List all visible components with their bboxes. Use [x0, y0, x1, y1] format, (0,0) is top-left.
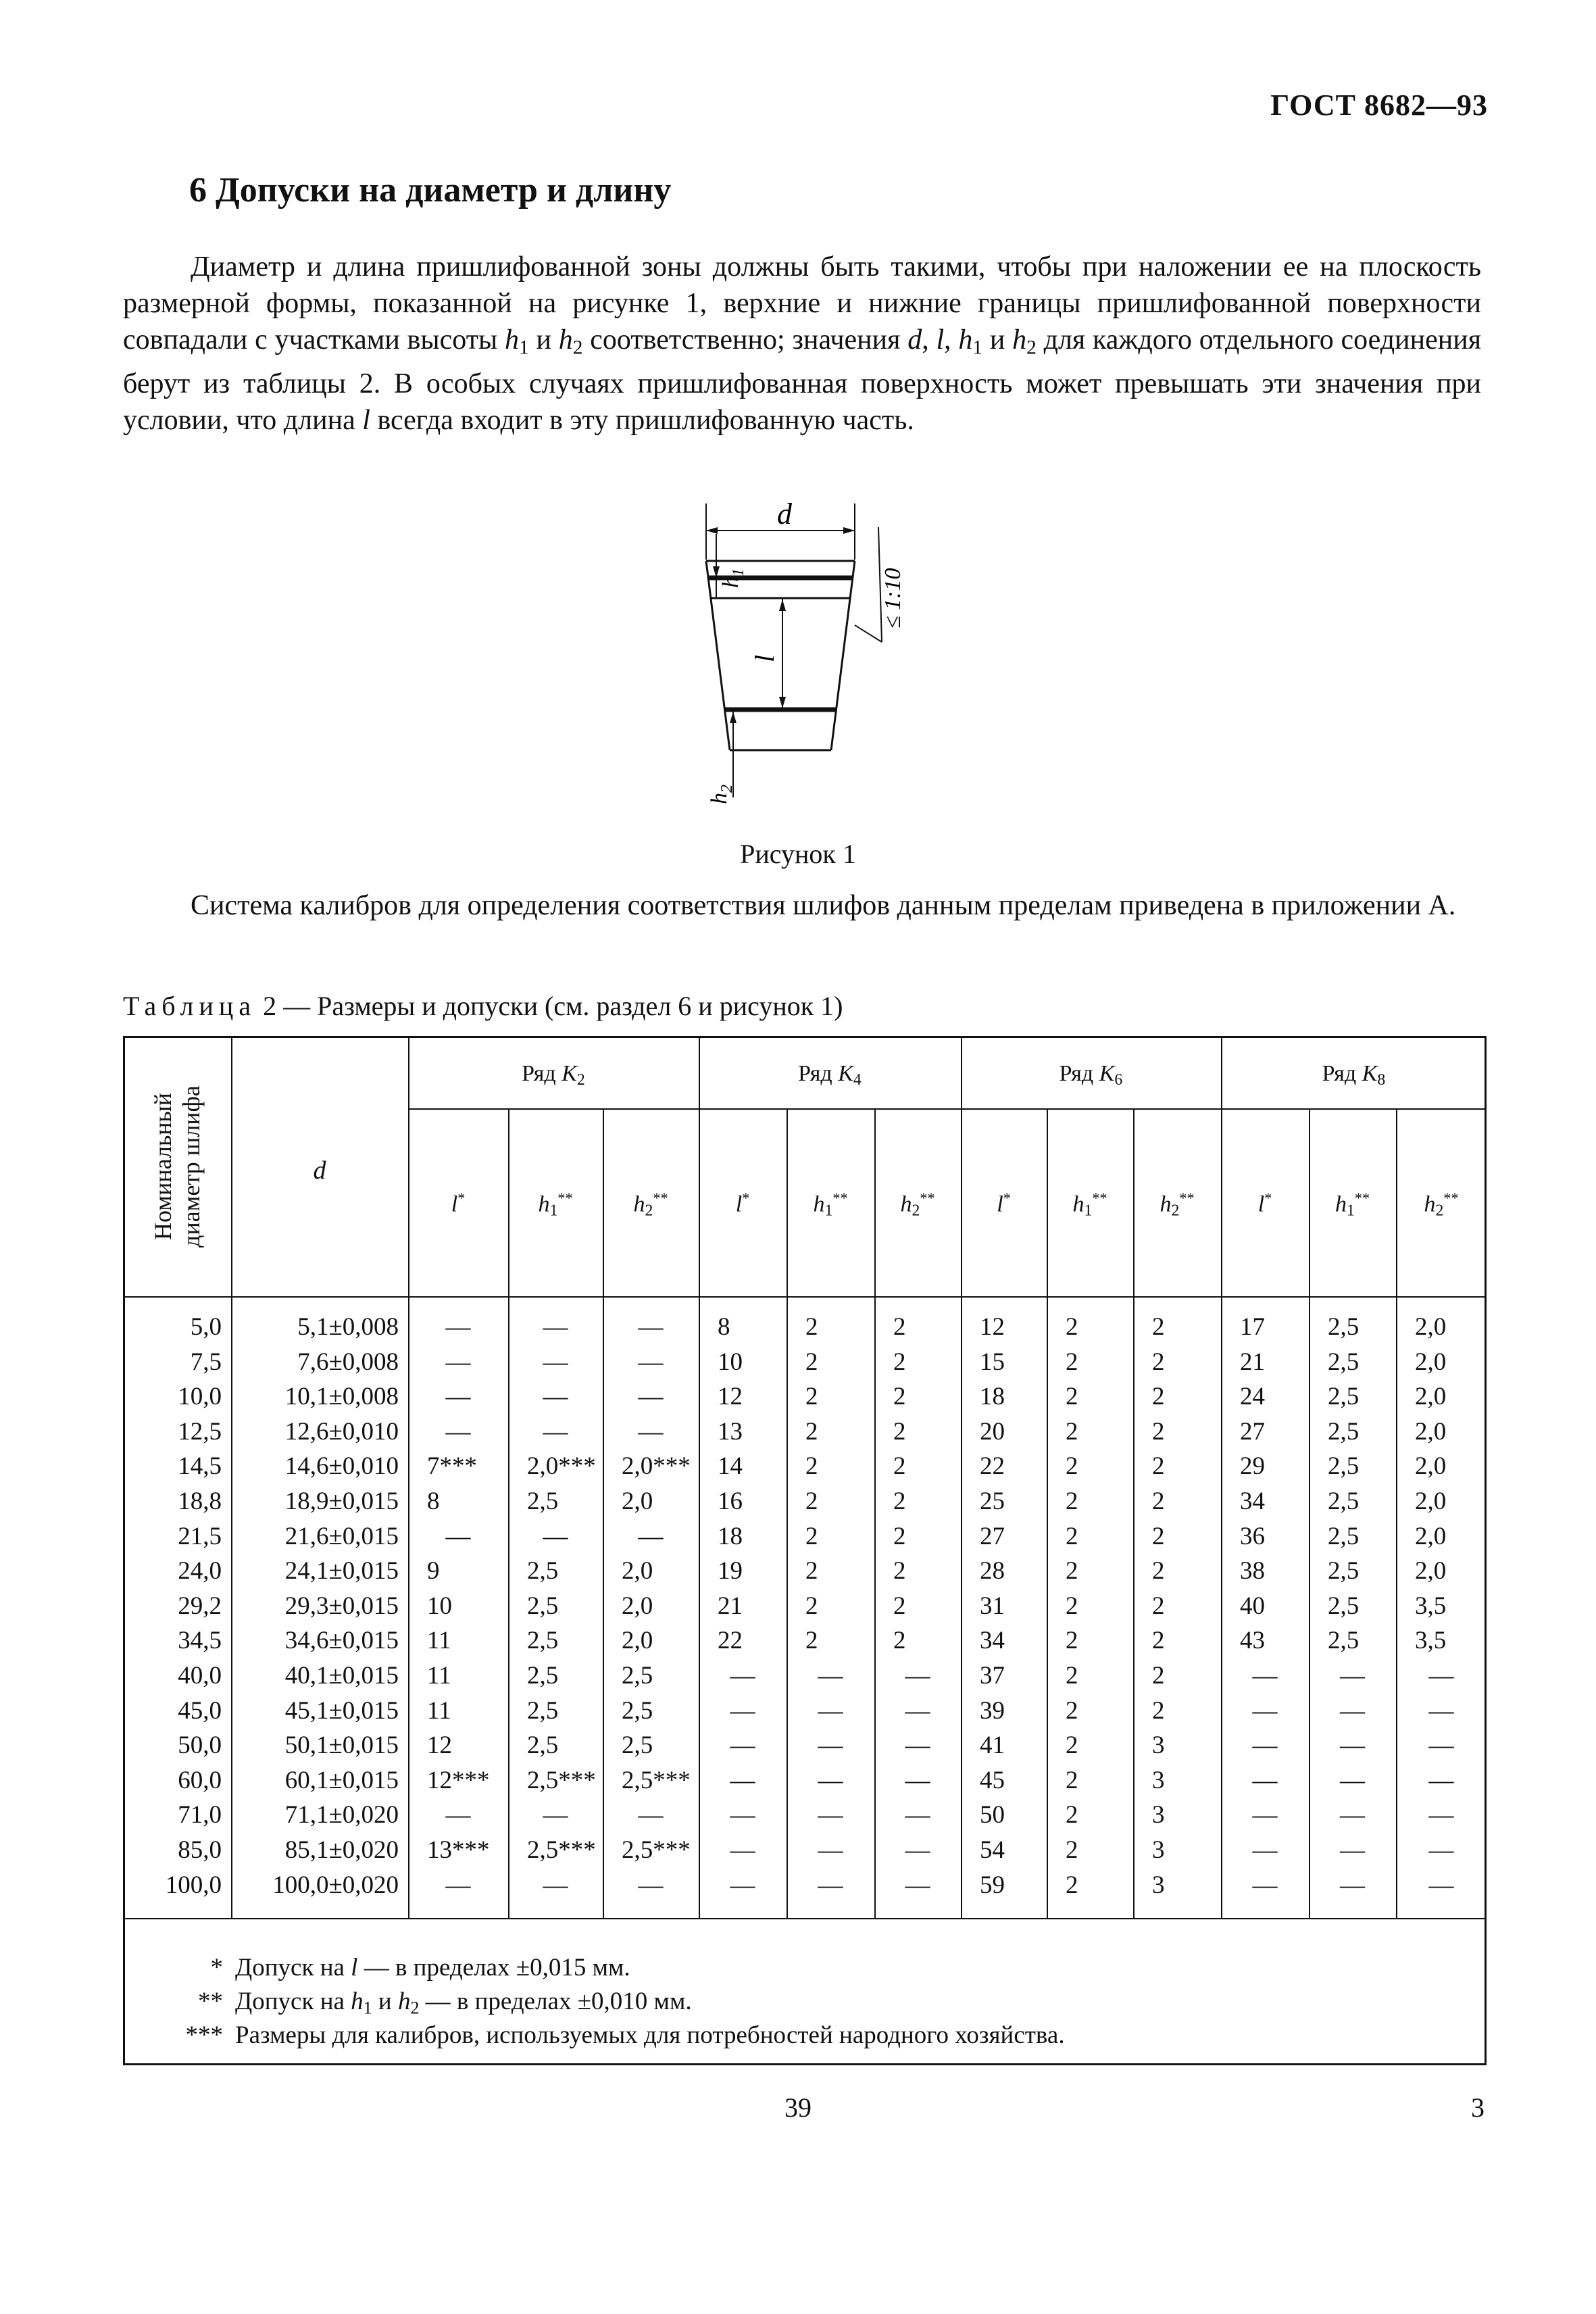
table-cell: 19 — [718, 1557, 743, 1585]
figure-label-taper: ≤ 1:10 — [880, 568, 905, 629]
table-cell: — — [730, 1801, 755, 1829]
table-cell: — — [730, 1836, 755, 1864]
table-cell: 41 — [980, 1731, 1005, 1760]
table-cell: 12 — [427, 1731, 452, 1760]
table-cell: — — [905, 1836, 930, 1864]
table-cell: 2 — [1066, 1836, 1078, 1864]
table-cell: 3 — [1152, 1836, 1165, 1864]
table-cell: 2,5*** — [527, 1766, 596, 1794]
table-cell: 11 — [427, 1662, 451, 1690]
sub-header-3-2: $h_1^{**}$ — [1072, 1189, 1107, 1220]
table-cell: 21,5 — [178, 1522, 222, 1550]
table-cell: 2 — [1066, 1696, 1078, 1725]
table-cell: 13 — [718, 1417, 743, 1446]
table-cell: 2 — [893, 1627, 906, 1655]
table-cell: 2,5 — [1328, 1383, 1360, 1411]
table-cell: 2 — [893, 1592, 906, 1620]
table-cell: 2 — [1152, 1313, 1165, 1341]
table-cell: 37 — [980, 1662, 1005, 1690]
paragraph-1: Диаметр и длина пришлифованной зоны должны быть такими, чтобы при наложении ее на плоскость размерной формы, показанной на рисунке 1, верхние и нижние границы пришлифованной поверхности совпадали с участками высоты $h_1$ и $h_2$ соответственно; значения d, l, $h_1$ и $h_2$ для каждого отдельного соединения берут из таблицы 2. В особых случаях пришлифованная поверхность может превышать эти значения при условии, что длина l всегда входит в эту пришлифованную часть. — [123, 251, 1482, 437]
table-cell: 71,0 — [178, 1801, 222, 1829]
table-row — [123, 1623, 1487, 1658]
group-header-3: Ряд $K_6$ — [1059, 1061, 1123, 1089]
table-cell: — — [445, 1383, 471, 1411]
sub-header-4-2: $h_1^{**}$ — [1335, 1189, 1370, 1220]
footnote-text: Допуск на l — в пределах ±0,015 мм. — [235, 1954, 630, 1981]
sub-header-3-1: l* — [997, 1189, 1011, 1217]
table-cell: 2 — [1066, 1383, 1078, 1411]
table-cell: — — [1340, 1871, 1365, 1899]
table-cell: 2,5 — [527, 1487, 559, 1515]
table-cell: — — [638, 1522, 664, 1550]
table-cell: 100,0 — [165, 1871, 222, 1899]
sub-header-1-1: l* — [451, 1189, 466, 1217]
table-cell: — — [638, 1417, 664, 1446]
table-cell: 2 — [805, 1627, 818, 1655]
table-cell: 28 — [980, 1557, 1005, 1585]
table-cell: — — [905, 1731, 930, 1760]
table-cell: 2,5*** — [622, 1836, 691, 1864]
footnote-text: Размеры для калибров, используемых для потребностей народного хозяйства. — [235, 2021, 1065, 2049]
table-cell: 54 — [980, 1836, 1005, 1864]
figure-label-h1: $h_1$ — [718, 568, 747, 588]
figure-1-drawing — [676, 493, 959, 811]
table-cell: — — [1428, 1801, 1454, 1829]
table-cell: 8 — [427, 1487, 440, 1515]
table-cell: — — [1340, 1766, 1365, 1794]
table-cell: 3,5 — [1415, 1627, 1447, 1655]
table-cell: 38 — [1240, 1557, 1265, 1585]
table-cell: — — [730, 1696, 755, 1725]
table-cell: 2 — [1152, 1417, 1165, 1446]
table-cell: 29,2 — [178, 1592, 222, 1620]
table-cell: 7,6±0,008 — [297, 1348, 399, 1376]
table-cell: 2 — [1152, 1627, 1165, 1655]
table-cell: 2,0 — [1415, 1417, 1447, 1446]
footnote-mark: ** — [198, 1988, 223, 2015]
table-cell: — — [730, 1871, 755, 1899]
table-cell: 2 — [805, 1522, 818, 1550]
table-cell: 2 — [805, 1383, 818, 1411]
table-cell: — — [1340, 1836, 1365, 1864]
table-cell: 2,5 — [1328, 1522, 1360, 1550]
table-cell: 2,5*** — [622, 1766, 691, 1794]
table-cell: — — [818, 1766, 843, 1794]
table-cell: 2 — [1152, 1487, 1165, 1515]
table-cell: 2,5*** — [527, 1836, 596, 1864]
table-cell: 34,5 — [178, 1627, 222, 1655]
document-header: ГОСТ 8682—93 — [1270, 89, 1488, 122]
table-cell: 3 — [1152, 1766, 1165, 1794]
table-cell: 2 — [1066, 1801, 1078, 1829]
table-cell: — — [638, 1801, 664, 1829]
table-cell: 3 — [1152, 1871, 1165, 1899]
table-cell: 2,0 — [622, 1592, 653, 1620]
table-cell: 2 — [1066, 1452, 1078, 1481]
sub-header-2-1: l* — [735, 1189, 750, 1217]
table-cell: — — [818, 1696, 843, 1725]
table-cell: 60,1±0,015 — [284, 1766, 399, 1794]
table-cell: — — [818, 1801, 843, 1829]
table-cell: 2,5 — [527, 1696, 559, 1725]
table-cell: 2,0 — [1415, 1348, 1447, 1376]
table-cell: 10 — [427, 1592, 452, 1620]
table-cell: 34 — [980, 1627, 1005, 1655]
table-cell: 2,5 — [527, 1662, 559, 1690]
table-cell: 13*** — [427, 1836, 490, 1864]
figure-label-h2: $h_2$ — [707, 785, 736, 804]
table-cell: 2,5 — [1328, 1627, 1360, 1655]
table-cell: 2 — [1152, 1696, 1165, 1725]
page-number-center: 39 — [784, 2092, 812, 2123]
group-header-4: Ряд $K_8$ — [1322, 1061, 1386, 1089]
table-cell: 12,5 — [178, 1417, 222, 1446]
table-cell: 14 — [718, 1452, 743, 1481]
table-cell: 2,0 — [1415, 1487, 1447, 1515]
table-cell: — — [638, 1383, 664, 1411]
table-cell: — — [543, 1383, 568, 1411]
table-cell: — — [1428, 1766, 1454, 1794]
paragraph-2: Система калибров для определения соответствия шлифов данным пределам приведена в приложении А. — [191, 890, 1456, 921]
table-cell: — — [1428, 1871, 1454, 1899]
table-cell: 50,1±0,015 — [284, 1731, 399, 1760]
table-cell: 2,5 — [1328, 1557, 1360, 1585]
table-cell: 5,1±0,008 — [297, 1313, 399, 1341]
table-row — [123, 1694, 1487, 1728]
table-cell: 12,6±0,010 — [284, 1417, 399, 1446]
table-cell: 2 — [893, 1557, 906, 1585]
table-cell: 11 — [427, 1696, 451, 1725]
table-cell: 39 — [980, 1696, 1005, 1725]
table-cell: — — [1252, 1836, 1278, 1864]
table-row — [123, 1554, 1487, 1588]
table-caption-text: 2 — Размеры и допуски (см. раздел 6 и рисунок 1) — [263, 991, 843, 1021]
table-cell: 27 — [1240, 1417, 1265, 1446]
table-cell: 7*** — [427, 1452, 477, 1481]
table-cell: 2,5 — [1328, 1417, 1360, 1446]
table-cell: 17 — [1240, 1313, 1265, 1341]
header-nominal-diameter — [123, 1036, 231, 1296]
table-cell: 2 — [893, 1452, 906, 1481]
table-cell: 2 — [893, 1487, 906, 1515]
table-hline — [123, 1918, 1487, 1919]
table-cell: — — [1252, 1662, 1278, 1690]
table-cell: 2 — [1152, 1662, 1165, 1690]
table-cell: — — [818, 1871, 843, 1899]
table-cell: — — [543, 1871, 568, 1899]
table-row — [123, 1484, 1487, 1519]
table-cell: 2 — [893, 1348, 906, 1376]
table-cell: — — [730, 1766, 755, 1794]
table-cell: 7,5 — [190, 1348, 222, 1376]
table-cell: 2,0 — [1415, 1383, 1447, 1411]
table-cell: 2 — [1066, 1522, 1078, 1550]
table-cell: 2 — [805, 1487, 818, 1515]
table-cell: — — [445, 1348, 471, 1376]
table-cell: 2 — [893, 1417, 906, 1446]
table-row — [123, 1519, 1487, 1554]
table-cell: 2,0 — [1415, 1313, 1447, 1341]
table-cell: — — [445, 1417, 471, 1446]
table-cell: 2,0 — [1415, 1522, 1447, 1550]
table-cell: 40,1±0,015 — [284, 1662, 399, 1690]
table-cell: — — [1340, 1731, 1365, 1760]
table-caption-label: Таблица — [123, 991, 257, 1021]
table-cell: 24,0 — [178, 1557, 222, 1585]
table-cell: 14,5 — [178, 1452, 222, 1481]
table-cell: 71,1±0,020 — [284, 1801, 399, 1829]
table-cell: 5,0 — [190, 1313, 222, 1341]
table-cell: 2,0 — [622, 1557, 653, 1585]
table-cell: 2 — [893, 1383, 906, 1411]
table-cell: 12 — [718, 1383, 743, 1411]
table-cell: — — [1252, 1766, 1278, 1794]
table-cell: — — [543, 1348, 568, 1376]
table-cell: 2,5 — [527, 1592, 559, 1620]
table-cell: 25 — [980, 1487, 1005, 1515]
table-cell: 34 — [1240, 1487, 1265, 1515]
table-cell: 14,6±0,010 — [284, 1452, 399, 1481]
table-cell: — — [1252, 1871, 1278, 1899]
table-cell: 45 — [980, 1766, 1005, 1794]
table-cell: 22 — [718, 1627, 743, 1655]
table-cell: — — [445, 1871, 471, 1899]
table-cell: 11 — [427, 1627, 451, 1655]
table-cell: 2 — [805, 1592, 818, 1620]
table-cell: 2 — [1152, 1348, 1165, 1376]
table-cell: 50 — [980, 1801, 1005, 1829]
table-cell: 2 — [1066, 1627, 1078, 1655]
table-cell: 2 — [1152, 1522, 1165, 1550]
table-cell: 2 — [1152, 1383, 1165, 1411]
table-cell: — — [730, 1662, 755, 1690]
table-cell: 2,5 — [622, 1731, 653, 1760]
table-cell: — — [818, 1731, 843, 1760]
table-cell: — — [730, 1731, 755, 1760]
table-row — [123, 1728, 1487, 1763]
table-cell: 3 — [1152, 1731, 1165, 1760]
table-cell: 59 — [980, 1871, 1005, 1899]
table-cell: 2 — [805, 1452, 818, 1481]
table-cell: 2 — [1066, 1557, 1078, 1585]
table-cell: 85,1±0,020 — [284, 1836, 399, 1864]
table-cell: 2 — [805, 1557, 818, 1585]
table-cell: 29,3±0,015 — [284, 1592, 399, 1620]
header-d: d — [313, 1156, 326, 1185]
table-cell: 9 — [427, 1557, 440, 1585]
table-row — [123, 1345, 1487, 1379]
footnote-mark: * — [210, 1954, 223, 1981]
table-cell: 3,5 — [1415, 1592, 1447, 1620]
table-cell: 3 — [1152, 1801, 1165, 1829]
table-cell: — — [1252, 1731, 1278, 1760]
table-hline — [123, 1296, 1487, 1298]
table-cell: 2,0 — [622, 1627, 653, 1655]
table-cell: 2 — [805, 1313, 818, 1341]
sub-header-2-3: $h_2^{**}$ — [900, 1189, 935, 1220]
group-header-1: Ряд $K_2$ — [522, 1061, 585, 1089]
sub-header-1-3: $h_2^{**}$ — [633, 1189, 668, 1220]
table-cell: 2 — [1152, 1557, 1165, 1585]
table-cell: 2,5 — [1328, 1348, 1360, 1376]
table-cell: 21 — [718, 1592, 743, 1620]
table-cell: — — [818, 1836, 843, 1864]
table-cell: 2 — [1066, 1313, 1078, 1341]
table-cell: 31 — [980, 1592, 1005, 1620]
table-cell: — — [1428, 1836, 1454, 1864]
table-cell: — — [1252, 1696, 1278, 1725]
table-cell: — — [1340, 1801, 1365, 1829]
table-cell: 40,0 — [178, 1662, 222, 1690]
table-cell: 10,1±0,008 — [284, 1383, 399, 1411]
group-header-2: Ряд $K_4$ — [798, 1061, 862, 1089]
table-cell: — — [543, 1522, 568, 1550]
table-cell: 2 — [1066, 1487, 1078, 1515]
table-cell: 2,0 — [1415, 1557, 1447, 1585]
table-cell: — — [1340, 1696, 1365, 1725]
table-hline — [408, 1108, 1487, 1110]
table-cell: 8 — [718, 1313, 730, 1341]
table-cell: 18 — [718, 1522, 743, 1550]
table-cell: 22 — [980, 1452, 1005, 1481]
page-number-right: 3 — [1471, 2092, 1485, 2123]
figure-caption: Рисунок 1 — [740, 839, 856, 869]
table-cell: 2 — [1066, 1417, 1078, 1446]
table-cell: — — [543, 1417, 568, 1446]
table-cell: 85,0 — [178, 1836, 222, 1864]
table-cell: — — [905, 1696, 930, 1725]
sub-header-2-2: $h_1^{**}$ — [813, 1189, 848, 1220]
table-cell: 2 — [1152, 1452, 1165, 1481]
table-cell: 45,1±0,015 — [284, 1696, 399, 1725]
table-cell: 2,0 — [1415, 1452, 1447, 1481]
section-title: 6 Допуски на диаметр и длину — [189, 171, 672, 210]
sub-header-4-1: l* — [1257, 1189, 1272, 1217]
table-cell: 2 — [1066, 1662, 1078, 1690]
table-cell: — — [1428, 1731, 1454, 1760]
table-cell: 2 — [893, 1313, 906, 1341]
table-cell: 2 — [1066, 1348, 1078, 1376]
table-cell: — — [445, 1313, 471, 1341]
table-cell: — — [1252, 1801, 1278, 1829]
table-cell: 21,6±0,015 — [284, 1522, 399, 1550]
table-cell: 2 — [805, 1417, 818, 1446]
table-cell: 21 — [1240, 1348, 1265, 1376]
table-cell: — — [1340, 1662, 1365, 1690]
table-cell: 60,0 — [178, 1766, 222, 1794]
table-cell: — — [543, 1801, 568, 1829]
table-cell: 2,5 — [1328, 1487, 1360, 1515]
table-cell: 2,0*** — [622, 1452, 691, 1481]
table-cell: 36 — [1240, 1522, 1265, 1550]
table-cell: — — [445, 1801, 471, 1829]
table-cell: 15 — [980, 1348, 1005, 1376]
footnote-mark: *** — [185, 2021, 223, 2049]
table-cell: 2,0 — [622, 1487, 653, 1515]
table-row — [123, 1833, 1487, 1867]
table-cell: — — [638, 1348, 664, 1376]
table-cell: 2 — [1066, 1731, 1078, 1760]
table-cell: 2,5 — [622, 1696, 653, 1725]
table-cell: 2,5 — [622, 1662, 653, 1690]
table-cell: 2,5 — [1328, 1313, 1360, 1341]
table-cell: 18,9±0,015 — [284, 1487, 399, 1515]
table-cell: 34,6±0,015 — [284, 1627, 399, 1655]
table-row — [123, 1310, 1487, 1344]
table-cell: 2,5 — [527, 1557, 559, 1585]
table-row — [123, 1589, 1487, 1623]
table-cell: 29 — [1240, 1452, 1265, 1481]
table-cell: — — [905, 1871, 930, 1899]
table-cell: 18,8 — [178, 1487, 222, 1515]
sub-header-3-3: $h_2^{**}$ — [1159, 1189, 1195, 1220]
figure-label-d: d — [777, 497, 792, 531]
sub-header-1-2: $h_1^{**}$ — [538, 1189, 573, 1220]
table-row — [123, 1658, 1487, 1693]
table-row — [123, 1798, 1487, 1832]
table-cell: — — [905, 1801, 930, 1829]
table-cell: 45,0 — [178, 1696, 222, 1725]
table-cell: 2,5 — [1328, 1592, 1360, 1620]
table-cell: 2 — [893, 1522, 906, 1550]
table-cell: 27 — [980, 1522, 1005, 1550]
table-cell: 10,0 — [178, 1383, 222, 1411]
table-cell: — — [905, 1766, 930, 1794]
table-row — [123, 1763, 1487, 1798]
table-cell: 100,0±0,020 — [272, 1871, 399, 1899]
table-cell: — — [905, 1662, 930, 1690]
table-cell: 2,5 — [1328, 1452, 1360, 1481]
table-cell: 50,0 — [178, 1731, 222, 1760]
table-cell: — — [543, 1313, 568, 1341]
table-cell: 2,5 — [527, 1731, 559, 1760]
table-cell: — — [638, 1313, 664, 1341]
figure-label-l: l — [749, 654, 780, 662]
table-cell: — — [1428, 1662, 1454, 1690]
table-cell: 10 — [718, 1348, 743, 1376]
header-nominal-diameter-text: Номинальный диаметр шлифа — [149, 1085, 205, 1248]
table-cell: — — [818, 1662, 843, 1690]
table-cell: 43 — [1240, 1627, 1265, 1655]
table-row — [123, 1449, 1487, 1483]
table-cell: — — [1428, 1696, 1454, 1725]
footnote-text: Допуск на $h_1$ и $h_2$ — в пределах ±0,010 мм. — [235, 1988, 692, 2018]
table-cell: 2 — [805, 1348, 818, 1376]
table-cell: 18 — [980, 1383, 1005, 1411]
table-cell: 2,0*** — [527, 1452, 596, 1481]
table-cell: 12 — [980, 1313, 1005, 1341]
table-cell: 2 — [1152, 1592, 1165, 1620]
table-cell: 2 — [1066, 1592, 1078, 1620]
table-row — [123, 1868, 1487, 1902]
table-row — [123, 1379, 1487, 1414]
table-cell: 16 — [718, 1487, 743, 1515]
table-cell: 40 — [1240, 1592, 1265, 1620]
sub-header-4-3: $h_2^{**}$ — [1424, 1189, 1459, 1220]
table-cell: 2,5 — [527, 1627, 559, 1655]
table-cell: 12*** — [427, 1766, 490, 1794]
table-cell: 24 — [1240, 1383, 1265, 1411]
table-cell: 24,1±0,015 — [284, 1557, 399, 1585]
table-cell: 20 — [980, 1417, 1005, 1446]
table-row — [123, 1414, 1487, 1449]
table-caption — [123, 990, 843, 1022]
table-cell: 2 — [1066, 1871, 1078, 1899]
table-cell: — — [638, 1871, 664, 1899]
table-cell: — — [445, 1522, 471, 1550]
table-cell: 2 — [1066, 1766, 1078, 1794]
